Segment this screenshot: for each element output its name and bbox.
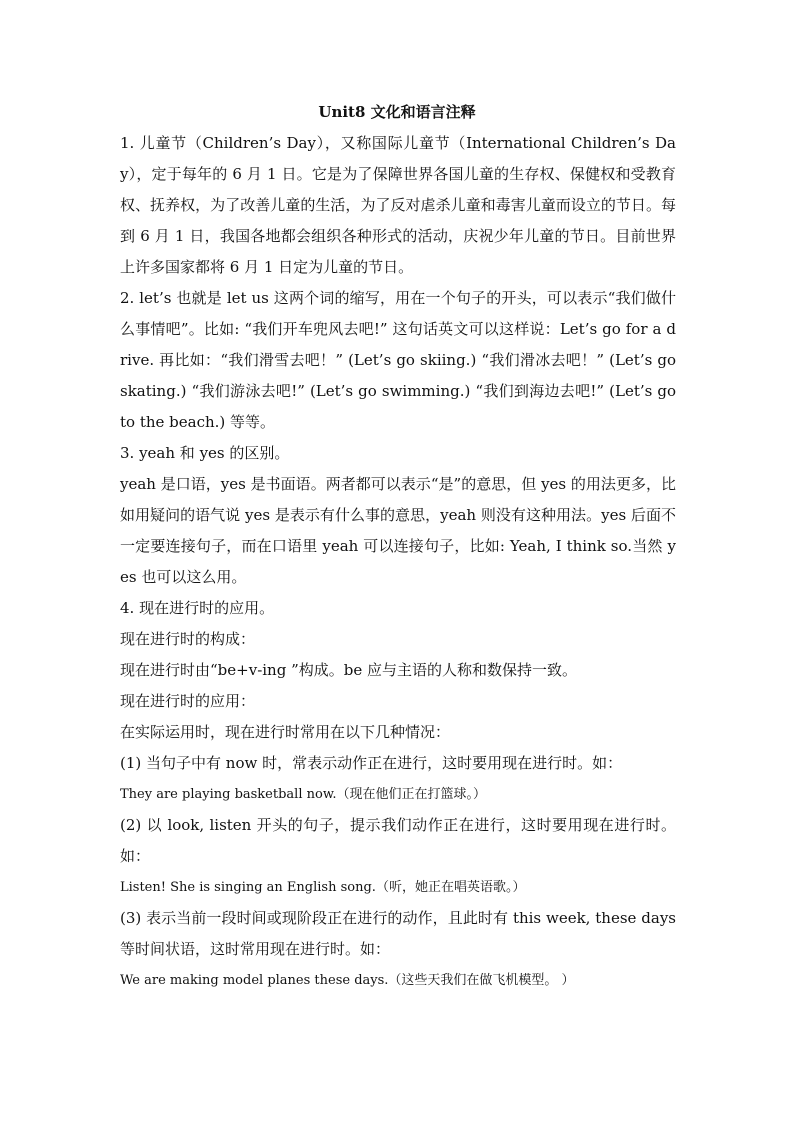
example-2: Listen! She is singing an English song.（听，她正在唱英语歌。） xyxy=(120,880,526,895)
paragraph-yeah-yes-heading: 3. yeah 和 yes 的区别。 xyxy=(120,444,290,462)
paragraph-structure: 现在进行时由“be+v-ing ”构成。be 应与主语的人称和数保持一致。 xyxy=(120,661,578,679)
paragraph-lets: 2. let’s 也就是 let us 这两个词的缩写，用在一个句子的开头，可以表示“我们做什么事情吧”。比如: “我们开车兜风去吧!” 这句话英文可以这样说：Let’s go for a drive. 再比如：“我们滑雪去吧！” (Let’s go skiing.) “我们滑冰去吧！” (Let’s go skating.) “我们游泳去吧!” (Let’s go swimming.) “我们到海边去吧!” (Let’s go to the beach.) 等等。 xyxy=(120,289,676,431)
document-title: Unit8 文化和语言注释 xyxy=(318,103,476,121)
document-body xyxy=(120,128,676,996)
paragraph-present-continuous-heading: 4. 现在进行时的应用。 xyxy=(120,599,275,617)
example-3: We are making model planes these days.（这些天我们在做飞机模型。 ） xyxy=(120,973,575,988)
paragraph-usage-intro: 在实际运用时，现在进行时常用在以下几种情况： xyxy=(120,723,451,741)
paragraph-structure-heading: 现在进行时的构成： xyxy=(120,630,256,648)
paragraph-usage-3: (3) 表示当前一段时间或现阶段正在进行的动作，且此时有 this week, these days 等时间状语，这时常用现在进行时。如： xyxy=(120,909,676,958)
paragraph-usage-1: (1) 当句子中有 now 时，常表示动作正在进行，这时要用现在进行时。如： xyxy=(120,754,623,772)
paragraph-usage-2: (2) 以 look, listen 开头的句子，提示我们动作正在进行，这时要用现在进行时。如： xyxy=(120,816,676,865)
paragraph-childrens-day: 1. 儿童节（Children’s Day），又称国际儿童节（International Children’s Day），定于每年的 6 月 1 日。它是为了保障世界各国儿童的生存权、保健权和受教育权、抚养权，为了改善儿童的生活，为了反对虐杀儿童和毒害儿童而设立的节日。每到 6 月 1 日，我国各地都会组织各种形式的活动，庆祝少年儿童的节日。目前世界上许多国家都将 6 月 1 日定为儿童的节日。 xyxy=(120,134,676,276)
paragraph-usage-heading: 现在进行时的应用： xyxy=(120,692,256,710)
paragraph-yeah-yes: yeah 是口语，yes 是书面语。两者都可以表示“是”的意思，但 yes 的用法更多，比如用疑问的语气说 yes 是表示有什么事的意思，yeah 则没有这种用法。yes 后面不一定要连接句子，而在口语里 yeah 可以连接句子，比如: Yeah, I think so.当然 yes 也可以这么用。 xyxy=(120,475,676,586)
example-1: They are playing basketball now.（现在他们正在打篮球。） xyxy=(120,787,487,802)
